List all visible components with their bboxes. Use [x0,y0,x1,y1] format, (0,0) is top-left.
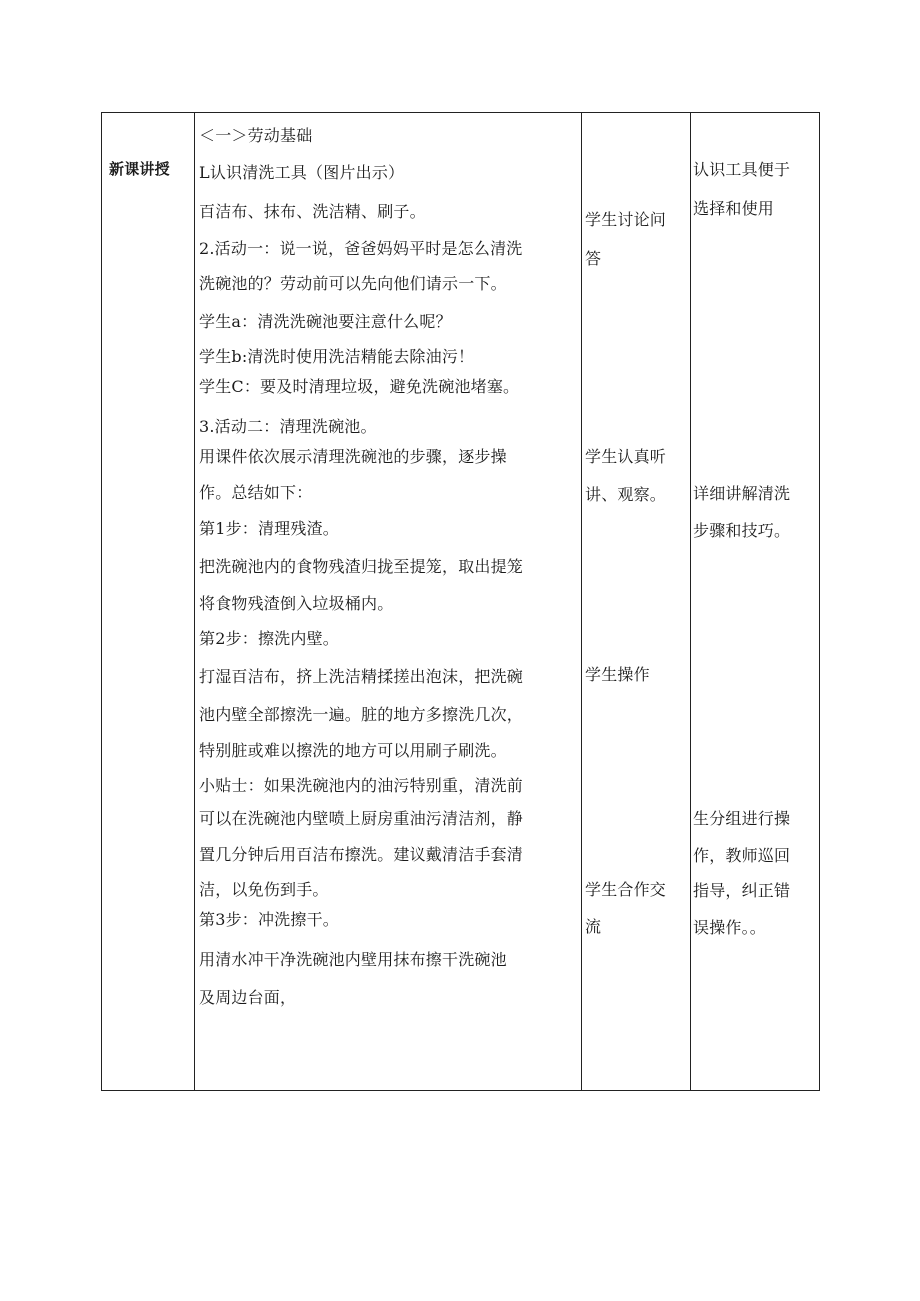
content-line: 特别脏或难以擦洗的地方可以用刷子刷洗。 [199,741,507,760]
student-activity-line: 流 [585,917,602,936]
content-line: 池内壁全部擦洗一遍。脏的地方多擦洗几次， [199,705,524,724]
column-divider [194,113,195,1090]
content-line: 打湿百洁布，挤上洗洁精揉搓出泡沫，把洗碗 [199,667,524,686]
content-line: 把洗碗池内的食物残渣归拢至提笼，取出提笼 [199,557,524,576]
column-divider [581,113,582,1090]
content-line: 学生C：要及时清理垃圾，避免洗碗池堵塞。 [199,377,520,396]
design-intent-line: 误操作。。 [693,918,767,937]
student-activity-line: 学生操作 [585,665,650,684]
content-line: 作。总结如下： [199,483,313,502]
student-activity-line: 答 [585,249,602,268]
content-line: 洁，以免伤到手。 [199,880,329,899]
design-intent-line: 选择和使用 [693,199,775,218]
content-line: 第3步：冲洗擦干。 [199,910,339,929]
design-intent-line: 生分组进行操 [693,809,791,828]
student-activity-line: 讲、观察。 [585,485,667,504]
content-line: 将食物残渣倒入垃圾桶内。 [199,594,394,613]
design-intent-line: 认识工具便于 [693,160,791,179]
content-line: 第1步：清理残渣。 [199,519,339,538]
column-divider [690,113,691,1090]
design-intent-line: 作，教师巡回 [693,846,791,865]
design-intent-line: 指导，纠正错 [693,881,791,900]
content-line: 百洁布、抹布、洗洁精、刷子。 [199,202,426,221]
section-label: 新课讲授 [109,160,170,178]
content-line: 洗碗池的？劳动前可以先向他们请示一下。 [199,274,507,293]
content-line: 学生a：清洗洗碗池要注意什么呢？ [199,312,452,331]
lesson-plan-table [101,112,820,1091]
content-line: 可以在洗碗池内壁喷上厨房重油污清洁剂，静 [199,809,524,828]
content-line: 及周边台面， [199,988,297,1007]
content-line: 第2步：擦洗内壁。 [199,629,339,648]
content-line: 小贴士：如果洗碗池内的油污特别重，清洗前 [199,776,524,795]
content-line: 用清水冲干净洗碗池内壁用抹布擦干洗碗池 [199,950,507,969]
content-line: ＜一＞劳动基础 [199,126,313,145]
content-line: L认识清洗工具（图片出示） [199,163,405,182]
student-activity-line: 学生合作交 [585,880,667,899]
content-line: 学生b:清洗时使用洗洁精能去除油污！ [199,347,475,366]
content-line: 2.活动一：说一说，爸爸妈妈平时是怎么清洗 [199,239,523,258]
content-line: 用课件依次展示清理洗碗池的步骤，逐步操 [199,447,507,466]
student-activity-line: 学生认真听 [585,447,667,466]
design-intent-line: 详细讲解清洗 [693,484,791,503]
content-line: 置几分钟后用百洁布擦洗。建议戴清洁手套清 [199,845,524,864]
content-line: 3.活动二：清理洗碗池。 [199,417,377,436]
student-activity-line: 学生讨论问 [585,210,667,229]
design-intent-line: 步骤和技巧。 [693,521,791,540]
